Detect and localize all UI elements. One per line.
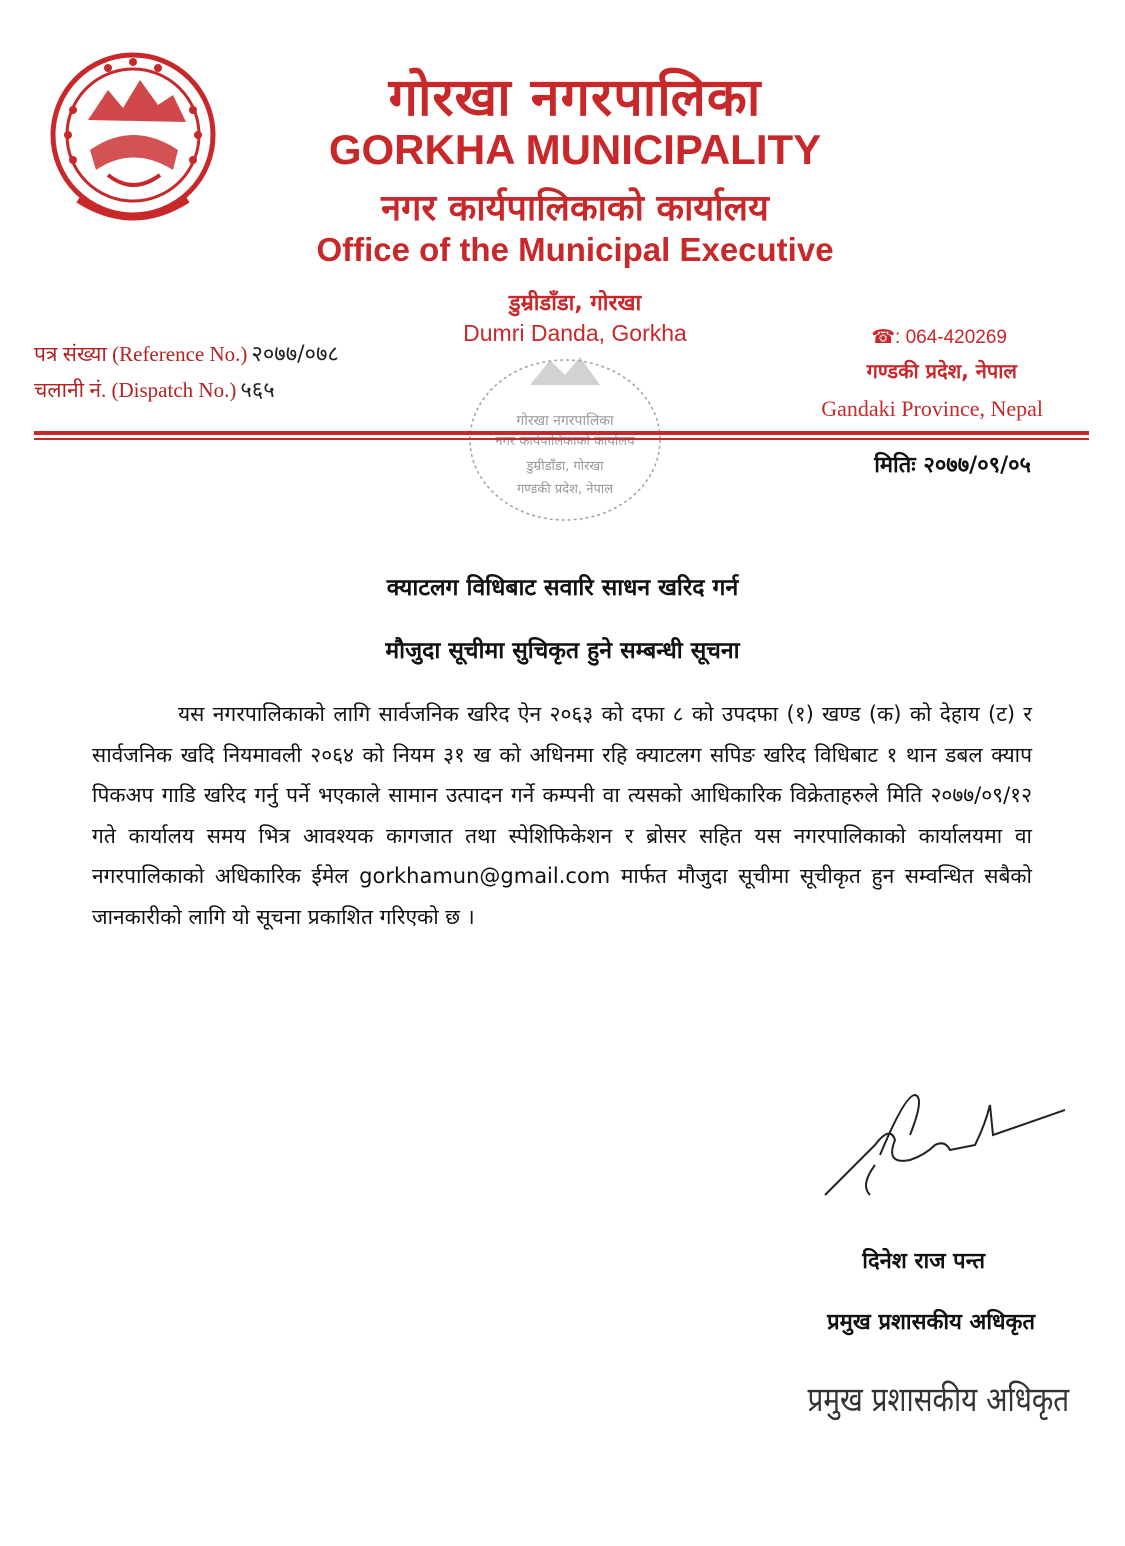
signatory-name: दिनेश राज पन्त xyxy=(862,1249,985,1274)
notice-title-line1: क्याटलग विधिबाट सवारि साधन खरिद गर्न xyxy=(386,575,739,601)
phone-number: ☎: 064-420269 xyxy=(871,327,1007,348)
location-english: Dumri Danda, Gorkha xyxy=(463,320,687,346)
office-stamp-line1: गोरखा नगरपालिका xyxy=(516,413,614,429)
reference-label: पत्र संख्या (Reference No.) xyxy=(34,342,248,366)
dispatch-value: ५६५ xyxy=(240,378,275,403)
dispatch-label: चलानी नं. (Dispatch No.) xyxy=(34,378,237,402)
province-english: Gandaki Province, Nepal xyxy=(821,396,1043,421)
municipality-name-nepali: गोरखा नगरपालिका xyxy=(388,68,762,128)
office-stamp xyxy=(460,345,670,525)
office-stamp-line3: डुम्रीडाँडा, गोरखा xyxy=(526,459,604,474)
dispatch-number xyxy=(34,374,275,404)
reference-value: २०७७/०७८ xyxy=(251,342,339,367)
office-stamp-line4: गण्डकी प्रदेश, नेपाल xyxy=(516,482,614,497)
location-nepali: डुम्रीडाँडा, गोरखा xyxy=(508,291,642,316)
municipality-emblem-logo xyxy=(48,50,218,225)
reference-number xyxy=(34,338,339,368)
municipality-name-english: GORKHA MUNICIPALITY xyxy=(328,126,822,173)
province-nepali: गण्डकी प्रदेश, नेपाल xyxy=(866,359,1017,383)
office-name-english: Office of the Municipal Executive xyxy=(316,231,834,268)
notice-body: यस नगरपालिकाको लागि सार्वजनिक खरिद ऐन २०६३ को दफा ८ को उपदफा (१) खण्ड (क) को देहाय (ट) र सार्वजनिक खदि नियमावली २०६४ को नियम ३१ ख को अधिनमा रहि क्याटलग सपिङ खरिद विधिबाट १ थान डबल क्याप पिकअप गाडि खरिद गर्नु पर्ने भएकाले सामान उत्पादन गर्ने कम्पनी वा त्यसको आधिकारिक विक्रेताहरुले मिति २०७७/०९/१२ गते कार्यालय समय भित्र आवश्यक कागजात तथा स्पेशिफिकेशन र ब्रोसर सहित यस नगरपालिकाको कार्यालयमा वा नगरपालिकाको अधिकारिक ईमेल gorkhamun@gmail.com मार्फत मौजुदा सूचीमा सूचीकृत हुन सम्वन्धित सबैको जानकारीको लागि यो सूचना प्रकाशित गरिएको छ । xyxy=(92,702,1032,929)
designation-stamp: प्रमुख प्रशासकीय अधिकृत xyxy=(807,1380,1069,1420)
letter-date: मितिः २०७७/०९/०५ xyxy=(874,453,1031,478)
signatory-designation: प्रमुख प्रशासकीय अधिकृत xyxy=(827,1310,1035,1335)
notice-title-line2: मौजुदा सूचीमा सुचिकृत हुने सम्बन्धी सूचना xyxy=(385,638,740,664)
office-name-nepali: नगर कार्यपालिकाको कार्यालय xyxy=(381,188,769,229)
signature-scrawl xyxy=(815,1065,1065,1215)
office-stamp-line2: नगर कार्यपालिकाको कार्यालय xyxy=(495,434,635,449)
